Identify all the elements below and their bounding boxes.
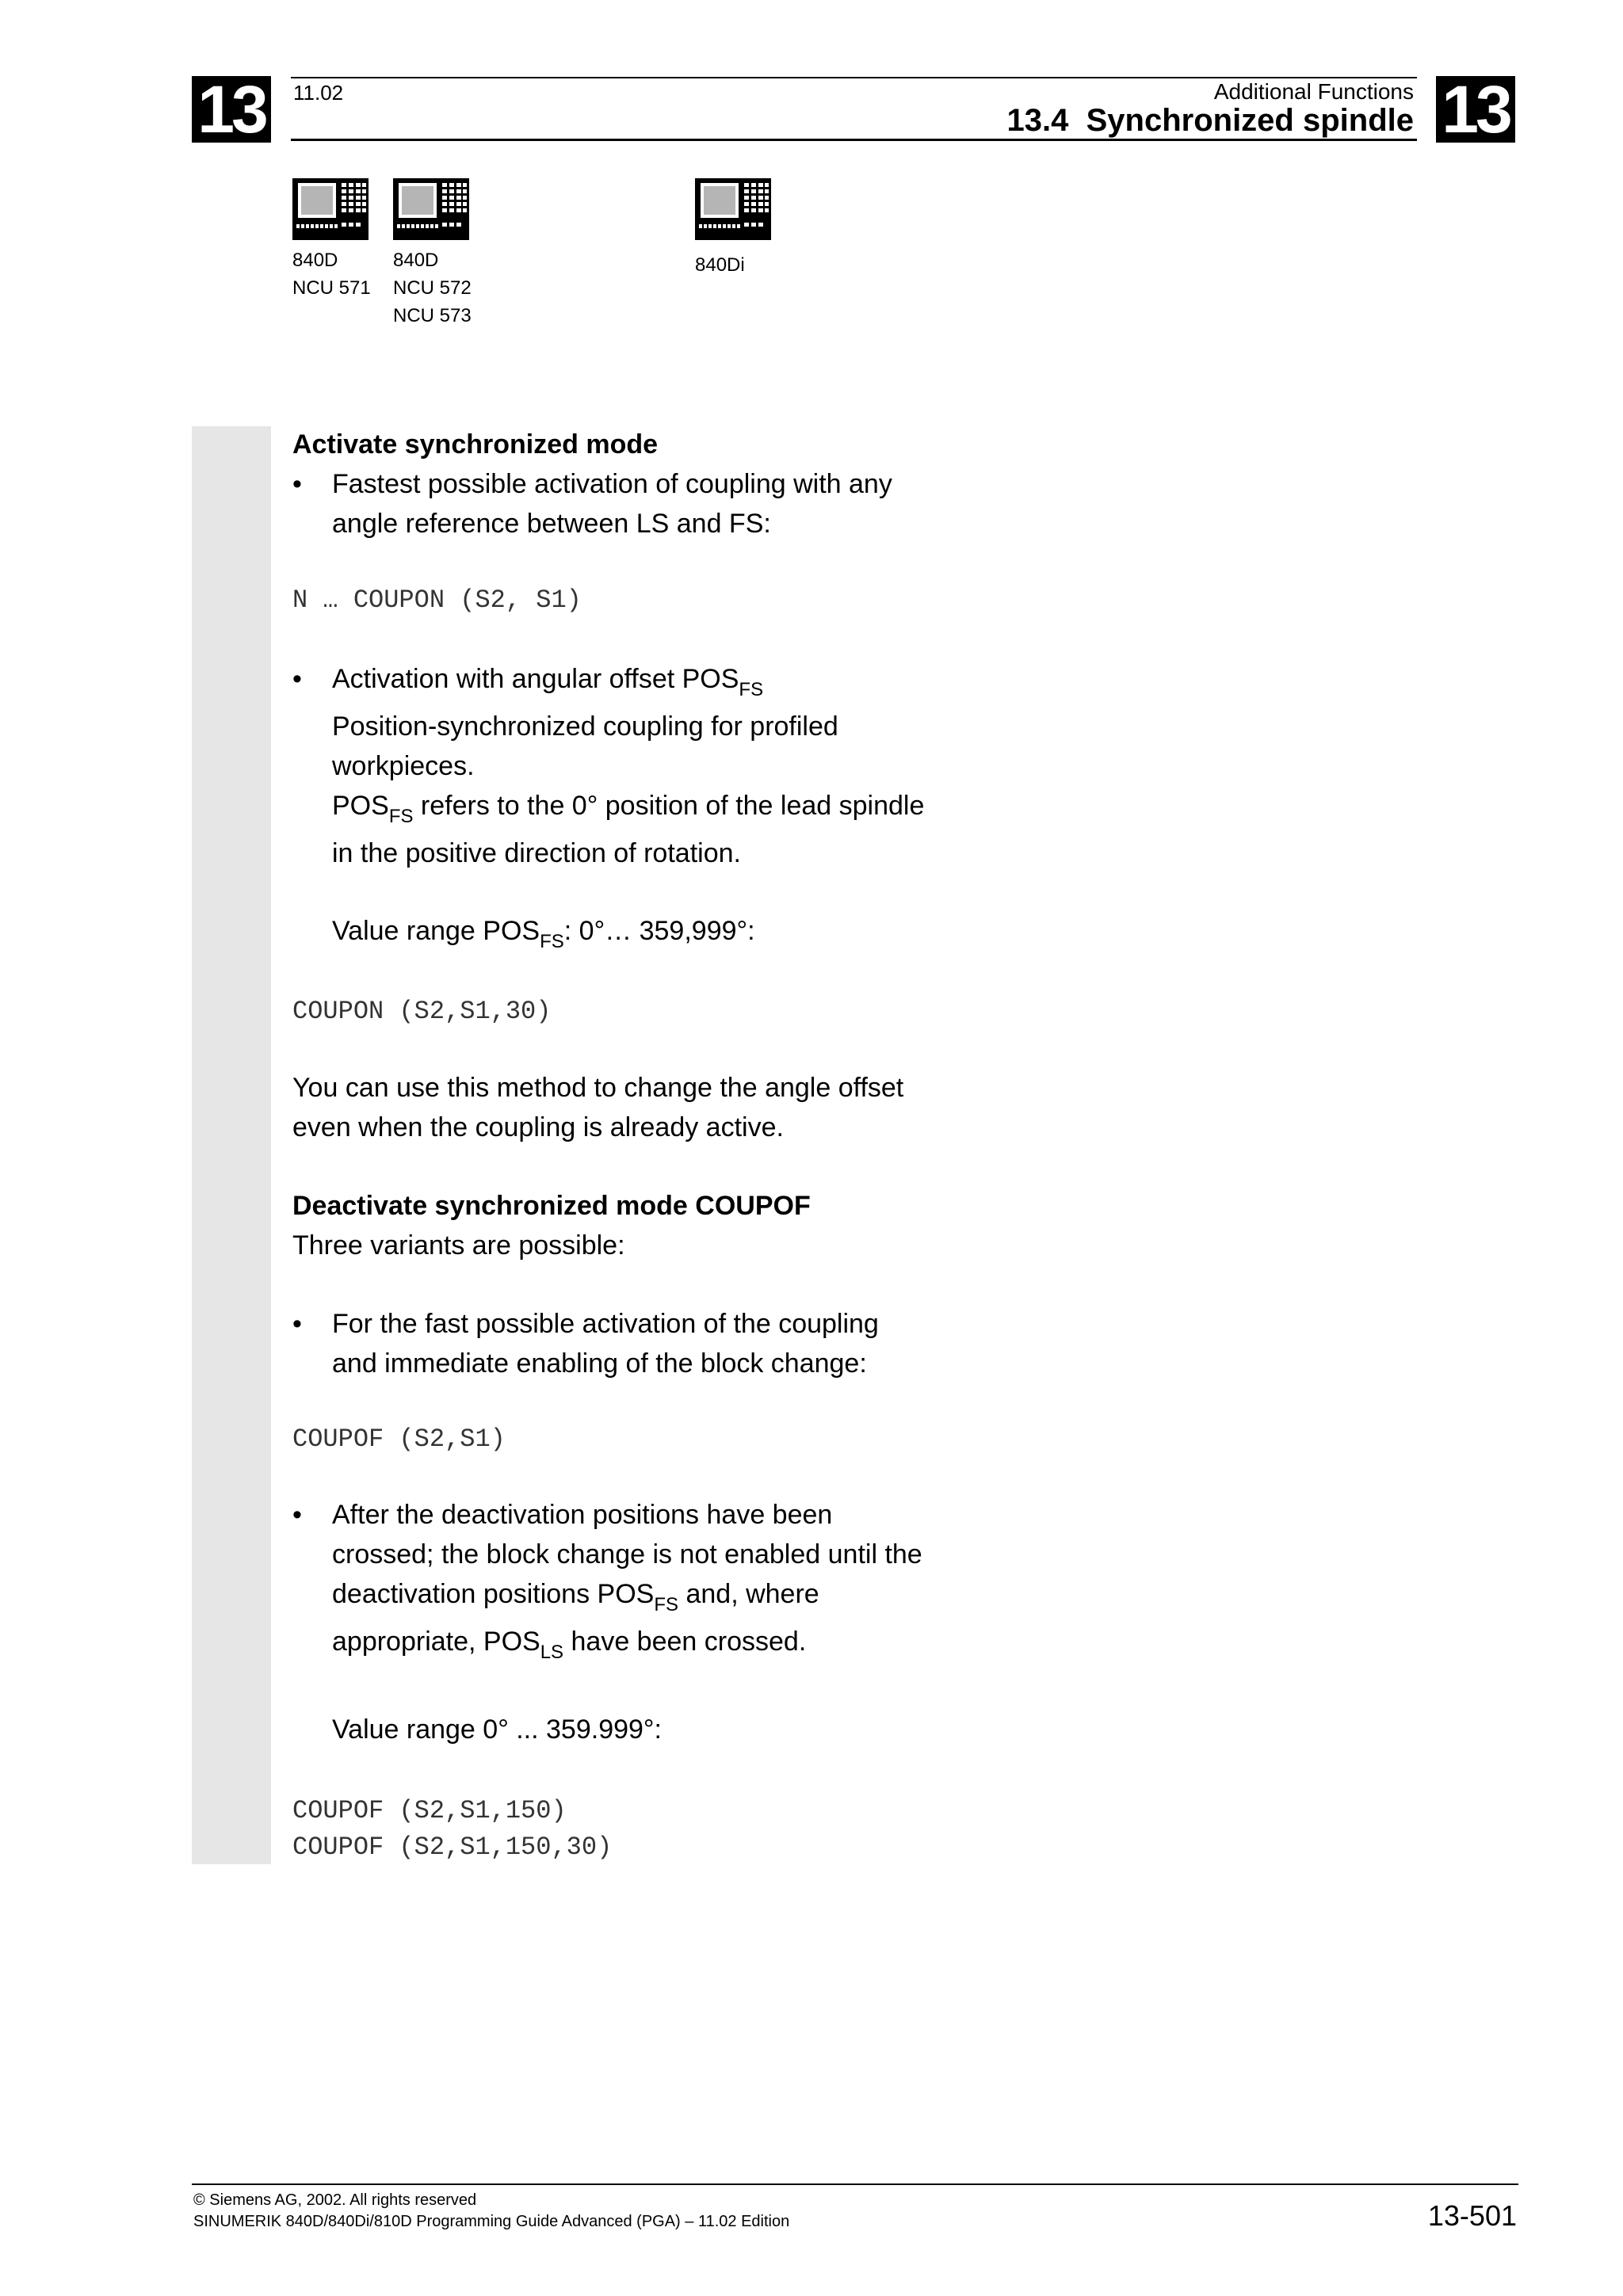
bullet-3-line-2: and immediate enabling of the block change: <box>332 1348 867 1379</box>
control-label <box>292 246 371 302</box>
text: refers to the 0° position of the lead spindle <box>413 791 925 821</box>
margin-bar <box>192 426 271 1864</box>
bullet-2-line-3: workpieces. <box>332 751 475 781</box>
control-ncu: NCU 573 <box>393 305 472 326</box>
control-model: 840D <box>292 250 338 271</box>
control-variant-840di <box>695 178 771 279</box>
control-panel-icon <box>695 178 771 240</box>
variants-text: Three variants are possible: <box>292 1230 625 1261</box>
code-coupon-offset: COUPON (S2,S1,30) <box>292 997 552 1026</box>
chapter-number-left: 13 <box>192 76 271 143</box>
code-coupof-150: COUPOF (S2,S1,150) <box>292 1796 567 1825</box>
text: and, where <box>678 1579 819 1609</box>
code-coupon-basic: N … COUPON (S2, S1) <box>292 585 582 615</box>
subscript: FS <box>388 806 414 827</box>
control-variant-840d-ncu572-573 <box>393 178 472 330</box>
footer-rule <box>192 2183 1518 2185</box>
bullet-2-line-2: Position-synchronized coupling for profiled <box>332 711 838 742</box>
bullet: • <box>292 1500 302 1530</box>
bullet-4-line-4 <box>332 1622 806 1661</box>
control-variant-840d-ncu571 <box>292 178 371 302</box>
text: POS <box>332 791 389 821</box>
bullet-2-line-1 <box>332 659 763 699</box>
bullet-1-line-1: Fastest possible activation of coupling with any <box>332 469 892 499</box>
subscript: FS <box>540 931 564 952</box>
code-coupof-150-30: COUPOF (S2,S1,150,30) <box>292 1833 613 1862</box>
deactivate-heading: Deactivate synchronized mode COUPOF <box>292 1191 811 1221</box>
code-coupof-basic: COUPOF (S2,S1) <box>292 1425 506 1454</box>
bullet: • <box>292 469 302 499</box>
bullet-2-line-4 <box>332 786 924 826</box>
text: deactivation positions POS <box>332 1579 655 1609</box>
header-chapter-title: Additional Functions <box>1213 79 1414 104</box>
text: have been crossed. <box>563 1627 807 1657</box>
text: : 0°… 359,999°: <box>563 916 755 946</box>
value-range-1 <box>332 911 755 951</box>
control-label <box>695 251 771 279</box>
control-model: 840Di <box>695 254 745 276</box>
bullet-4-line-2: crossed; the block change is not enabled until the <box>332 1539 922 1569</box>
bullet-4-line-3 <box>332 1574 819 1614</box>
subscript: FS <box>739 679 764 700</box>
value-range-2: Value range 0° ... 359.999°: <box>332 1714 662 1745</box>
bullet-2-line-5: in the positive direction of rotation. <box>332 838 741 868</box>
footer-copyright: © Siemens AG, 2002. All rights reserved <box>193 2191 477 2209</box>
control-label <box>393 246 472 330</box>
header-rule-bottom <box>291 139 1417 141</box>
bullet: • <box>292 1309 302 1339</box>
page-number: 13-501 <box>1427 2199 1517 2232</box>
bullet-1-line-2: angle reference between LS and FS: <box>332 509 771 539</box>
footer-guide-title: SINUMERIK 840D/840Di/810D Programming Guide Advanced (PGA) – 11.02 Edition <box>193 2213 790 2230</box>
control-panel-icon <box>393 178 469 240</box>
header-section-title: 13.4 Synchronized spindle <box>1006 103 1414 138</box>
control-ncu: NCU 572 <box>393 277 472 299</box>
bullet-4-line-1: After the deactivation positions have been <box>332 1500 833 1530</box>
activate-heading: Activate synchronized mode <box>292 429 659 460</box>
text: Activation with angular offset POS <box>332 664 739 694</box>
paragraph-angle-offset-line-1: You can use this method to change the angle offset <box>292 1073 904 1103</box>
control-model: 840D <box>393 250 439 271</box>
bullet-3-line-1: For the fast possible activation of the coupling <box>332 1309 879 1339</box>
subscript: FS <box>654 1594 679 1615</box>
text: appropriate, POS <box>332 1627 540 1657</box>
subscript: LS <box>540 1642 564 1663</box>
control-ncu: NCU 571 <box>292 277 371 299</box>
control-panel-icon <box>292 178 369 240</box>
header-rule-top <box>291 77 1417 78</box>
paragraph-angle-offset-line-2: even when the coupling is already active. <box>292 1112 784 1142</box>
bullet: • <box>292 664 302 694</box>
header-date: 11.02 <box>293 81 344 105</box>
text: Value range POS <box>332 916 540 946</box>
chapter-number-right: 13 <box>1436 76 1515 143</box>
